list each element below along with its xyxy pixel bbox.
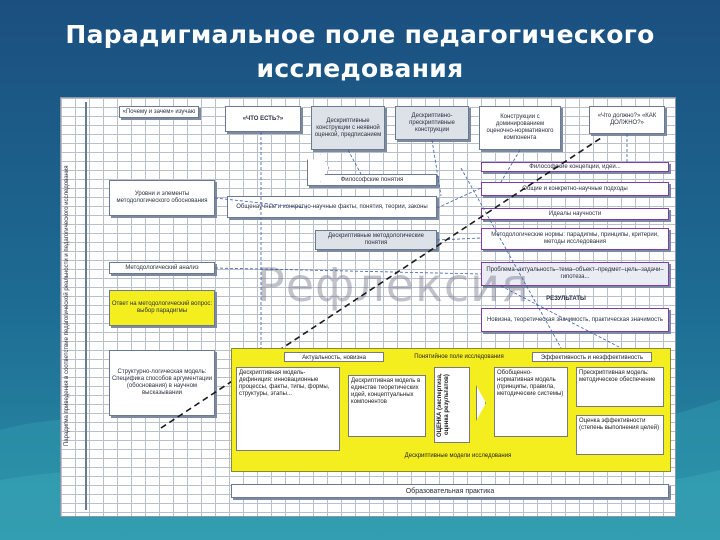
descriptive-implicit-box: Дескриптивные конструкции с неявной оценкой, предписанием	[311, 106, 385, 150]
why-box: «Почему и зачем» изучаю	[119, 106, 199, 118]
general-science-box: Общенаучные и конкретно-научные факты, понятия, теории, законы	[227, 196, 437, 218]
normative-model-box: Обобщенно-нормативная модель (принципы, правила, методические системы)	[494, 367, 568, 437]
reflection-watermark: Рефлексия	[257, 258, 530, 312]
prescriptive-model-box: Прескриптивная модель: методическое обеспечение	[576, 367, 664, 407]
paradigm-choice-box: Ответ на методологический вопрос: выбор парадигмы	[109, 290, 215, 326]
research-panel	[231, 348, 671, 472]
methodology-analysis-box: Методологический анализ	[109, 262, 215, 274]
descriptive-models-label: Дескриптивные модели исследования	[404, 453, 512, 459]
paradigm-diagram	[60, 97, 676, 517]
relevance-novelty-label: Актуальность, новизна	[284, 352, 384, 362]
title-line-1: Парадигмальное поле педагогического	[65, 20, 655, 49]
left-vertical-label: Парадигма приведения в соответствие педагогической реальности и педагогического исследования	[64, 165, 70, 447]
methodological-norms-box: Методологические нормы: парадигмы, принципы, критерии, методы исследования	[481, 228, 669, 250]
methodology-levels-box: Уровни и элементы методологического обоснования	[109, 180, 215, 216]
concept-field-label: Понятийное поле исследования	[414, 354, 504, 360]
slide-title	[20, 18, 700, 86]
approaches-box: Общие и конкретно-научные подходы	[481, 182, 669, 196]
title-line-2: исследования	[256, 54, 464, 83]
philosophy-ideas-box: Философские концепции, идеи...	[481, 162, 669, 172]
results-label: РЕЗУЛЬТАТЫ	[546, 295, 586, 302]
novelty-box: Новизна, теоретическая значимость, практическая значимость	[481, 308, 669, 332]
descriptive-unity-model: Дескриптивная модель в единстве теоретических идей, концептуальных компонентов	[348, 375, 426, 437]
what-should-box: «Что должно?» «КАК ДОЛЖНО?»	[589, 106, 665, 134]
assessment-arrow	[476, 385, 486, 421]
problem-chain-box: Проблема–актуальность–тема–объект–предмет–цель–задачи–гипотеза...	[481, 262, 669, 286]
science-ideals-box: Идеалы научности	[481, 208, 669, 220]
descriptive-definition-model: Дескриптивная модель-дефиниция: инновационные процессы, факты, типы, формы, структуры, этапы...	[236, 367, 340, 451]
educational-practice-box: Образовательная практика	[231, 484, 669, 498]
effectiveness-assessment-box: Оценка эффективности (степень выполнения целей)	[576, 415, 664, 455]
descriptive-meta-box: Дескриптивные методологические понятия	[315, 230, 437, 250]
structural-model-box: Структурно-логическая модель: Специфика способов аргументации (обоснования) в научном высказывании	[109, 350, 215, 416]
what-is-box: «ЧТО ЕСТЬ?»	[225, 106, 301, 132]
assessment-box: ОЦЕНКА (экспертиза, оценка результатов)	[434, 367, 470, 443]
normative-box: Конструкции с доминированием оценочно-нормативного компонента	[479, 106, 561, 150]
descriptive-prescriptive-box: Дескриптивно-прескриптивные конструкции	[395, 106, 469, 140]
philosophy-concepts-box: Философские понятия	[307, 174, 437, 186]
effectiveness-label: Эффективность и неэффективность	[532, 352, 652, 362]
